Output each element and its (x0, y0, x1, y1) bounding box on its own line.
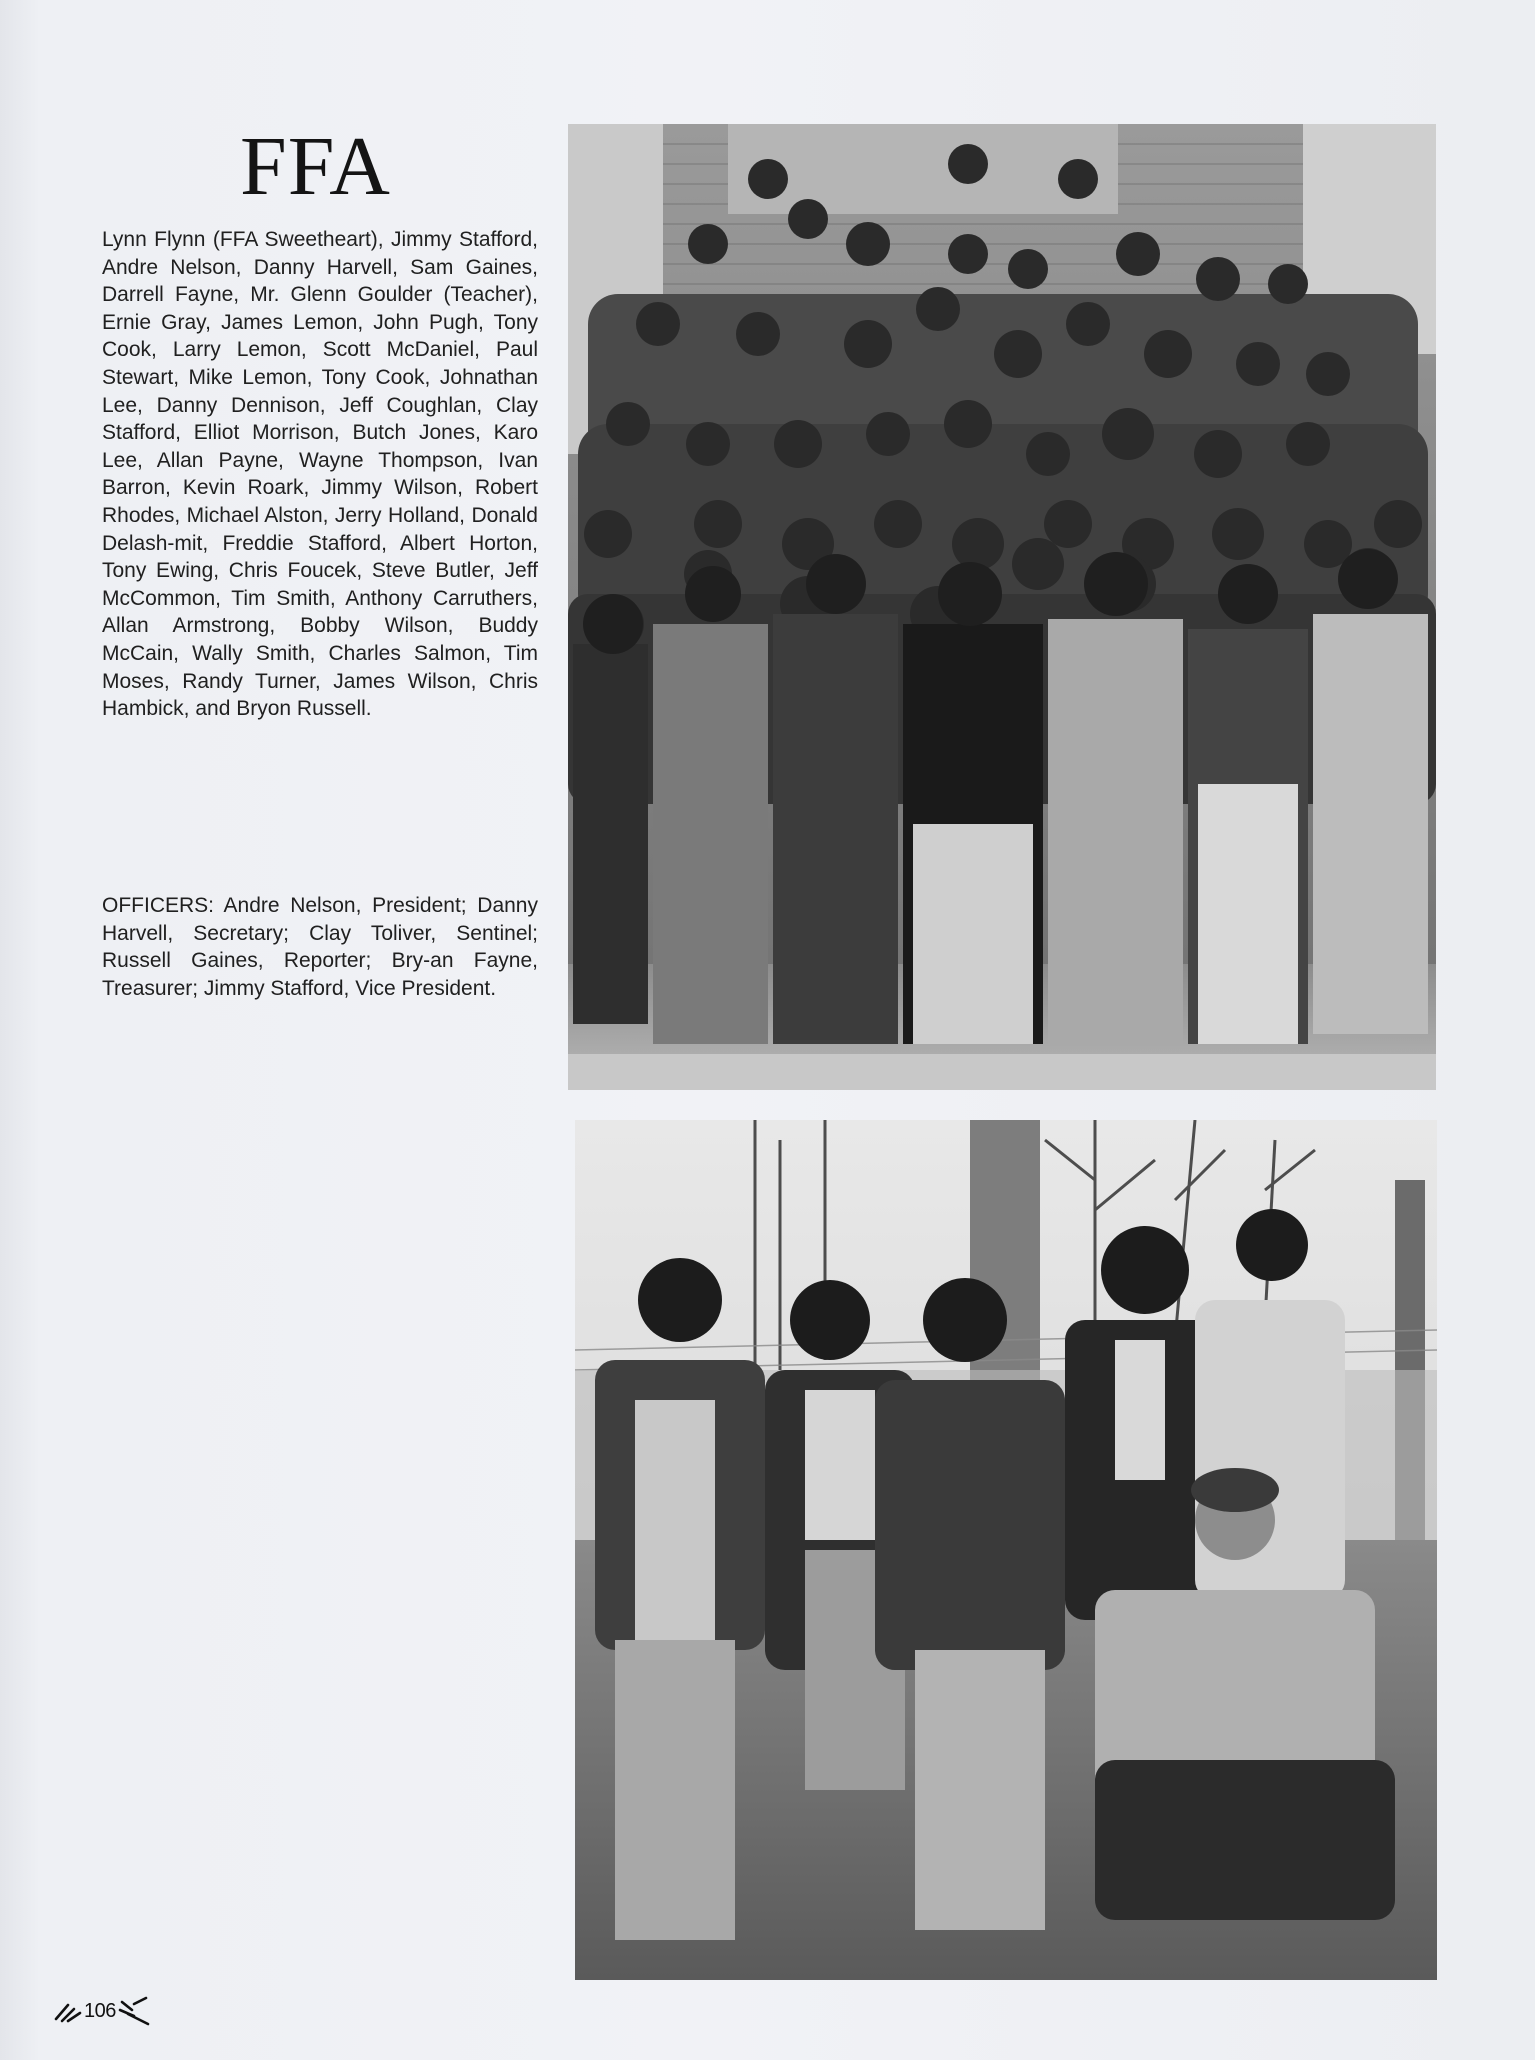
officers-caption: OFFICERS: Andre Nelson, President; Danny Harvell, Secretary; Clay Toliver, Sentinel; Russell Gaines, Reporter; Bry-an Fayne, Treasurer; Jimmy Stafford, Vice President. (102, 894, 538, 1000)
group-photo (568, 124, 1436, 1090)
left-ornament-icon (54, 1999, 82, 2023)
right-ornament-icon (118, 1996, 154, 2026)
officers-photo (575, 1120, 1437, 1980)
page-folio (54, 1996, 154, 2026)
page-number: 106 (84, 1999, 116, 2022)
page-title: FFA (240, 120, 391, 213)
members-caption: Lynn Flynn (FFA Sweetheart), Jimmy Stafford, Andre Nelson, Danny Harvell, Sam Gaines, Darrell Fayne, Mr. Glenn Goulder (Teacher), Ernie Gray, James Lemon, John Pugh, Tony Cook, Larry Lemon, Scott McDaniel, Paul Stewart, Mike Lemon, Tony Cook, Johnathan Lee, Danny Dennison, Jeff Coughlan, Clay Stafford, Elliot Morrison, Butch Jones, Karo Lee, Allan Payne, Wayne Thompson, Ivan Barron, Kevin Roark, Jimmy Wilson, Robert Rhodes, Michael Alston, Jerry Holland, Donald Delash-mit, Freddie Stafford, Albert Horton, Tony Ewing, Chris Foucek, Steve Butler, Jeff McCommon, Tim Smith, Anthony Carruthers, Allan Armstrong, Bobby Wilson, Buddy McCain, Wally Smith, Charles Salmon, Tim Moses, Randy Turner, James Wilson, Chris Hambick, and Bryon Russell. (102, 228, 538, 721)
